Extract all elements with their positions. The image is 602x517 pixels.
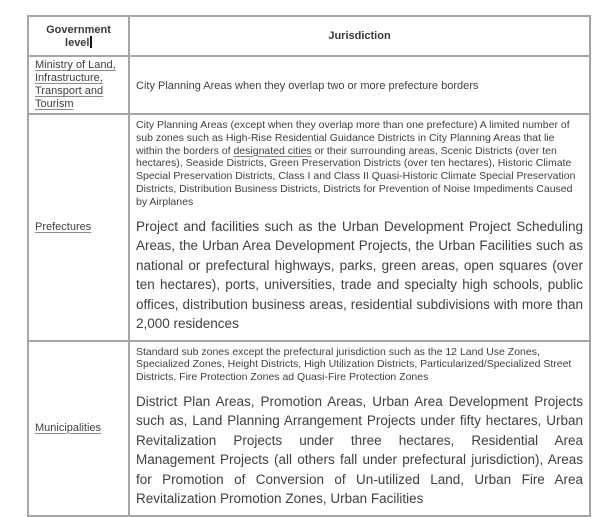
prefectures-level-link[interactable]: Prefectures <box>35 220 92 233</box>
municipalities-level-link[interactable]: Municipalities <box>35 421 102 434</box>
level-cell-municipalities <box>28 341 129 516</box>
text-cursor <box>90 36 92 48</box>
ministry-level-link[interactable]: Ministry of Land, Infrastructure, Transport and Tourism <box>35 59 116 110</box>
jurisdiction-cell-municipalities <box>129 341 590 516</box>
table-row-prefectures <box>28 114 590 341</box>
header-government-level <box>28 16 129 56</box>
level-cell-prefectures <box>28 114 129 341</box>
designated-cities-link[interactable]: designated cities <box>233 144 312 157</box>
table-row-ministry <box>28 56 590 114</box>
jurisdiction-table <box>27 15 591 517</box>
table-row-municipalities <box>28 341 590 516</box>
level-cell-ministry <box>28 56 129 114</box>
table-header-row <box>28 16 590 56</box>
prefectures-subzones-paragraph <box>136 119 583 209</box>
prefectures-para1-before: City Planning Areas (except when they overlap more than one prefecture) A limited number of sub zones such as High-Rise Residential Guidance Districts in City Planning Areas that lie within the borders of <box>136 119 570 157</box>
prefectures-para1-after: or their surrounding areas, Scenic Districts (over ten hectares), Seaside Districts, Green Preservation Districts (over ten hectares), Historic Climate Special Preservation Districts, Class I and Class II Quasi-Historic Climate Special Preservation Districts, Distribution Business Districts, Districts for Prevention of Noise Impediments Caused by Airplanes <box>136 144 576 208</box>
header-jurisdiction <box>129 16 590 56</box>
ministry-jurisdiction-text: City Planning Areas when they overlap two or more prefecture borders <box>136 80 479 92</box>
jurisdiction-cell-prefectures <box>129 114 590 341</box>
prefectures-projects-paragraph: Project and facilities such as the Urban Development Project Scheduling Areas, the Urban Area Development Projects, the Urban Facilities such as national or prefectural highways, parks, green areas, open squares (over ten hectares), ports, universities, trade and specialty high schools, public offices, distribution business areas, residential subdivisions with more than 2,000 residences <box>136 218 583 332</box>
municipalities-subzones-paragraph: Standard sub zones except the prefectural jurisdiction such as the 12 Land Use Zones, Specialized Zones, Height Districts, High Utilization Districts, Particularized/Specialized Street Districts, Fire Protection Zones ad Quasi-Fire Protection Zones <box>136 345 572 384</box>
jurisdiction-cell-ministry <box>129 56 590 114</box>
header-government-level-label: Government level <box>46 23 111 49</box>
municipalities-projects-paragraph: District Plan Areas, Promotion Areas, Urban Area Development Projects such as, Land Planning Arrangement Projects under fifty hectares, Urban Revitalization Projects under three hectares, Residential Area Management Projects (all others fall under prefectural jurisdiction), Areas for Promotion of Conversion of Un-utilized Land, Urban Fire Area Revitalization Promotion Zones, Urban Facilities <box>136 393 583 507</box>
header-jurisdiction-label: Jurisdiction <box>328 30 391 42</box>
